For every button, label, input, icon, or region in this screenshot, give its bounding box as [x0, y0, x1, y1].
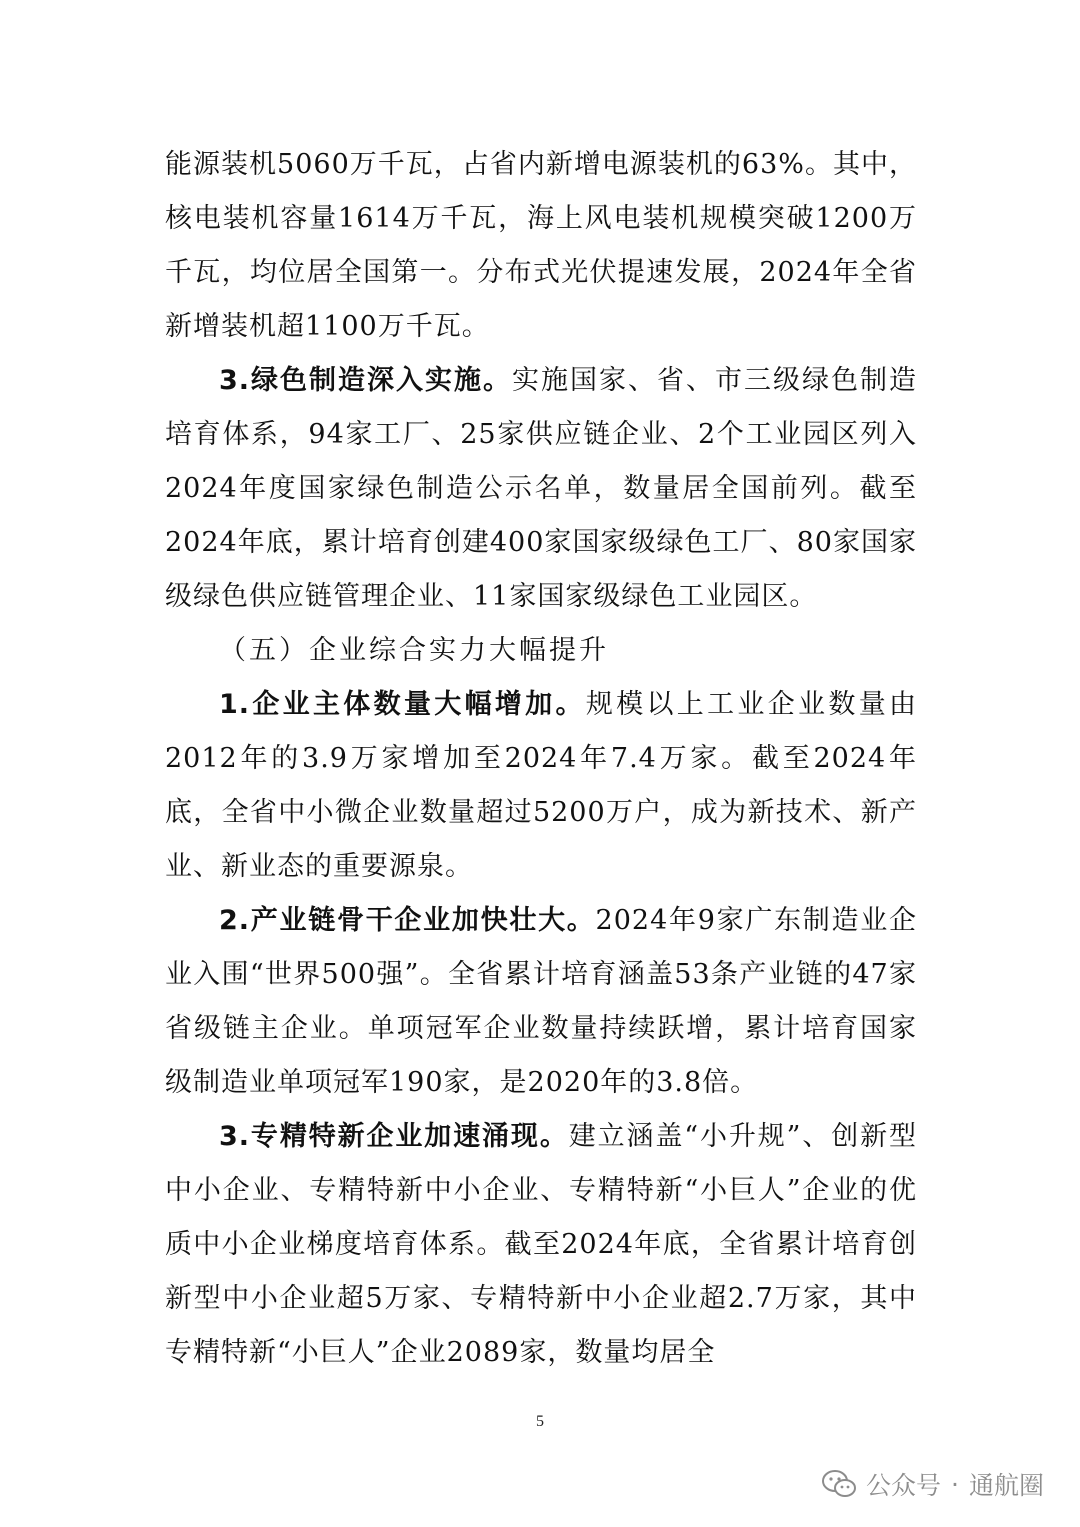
paragraph-text: 规模以上工业企业数量由2012年的3.9万家增加至2024年7.4万家。截至2024年底，全省中小微企业数量超过5200万户，成为新技术、新产业、新业态的重要源泉。 [165, 689, 918, 882]
watermark-platform: 公众号 [866, 1471, 942, 1500]
watermark-separator: · [951, 1469, 959, 1499]
paragraph-lead: 3.绿色制造深入实施。 [219, 365, 513, 396]
paragraph-lead: 1.企业主体数量大幅增加。 [219, 689, 586, 720]
paragraph-text: 建立涵盖“小升规”、创新型中小企业、专精特新中小企业、专精特新“小巨人”企业的优质中小企业梯度培育体系。截至2024年底，全省累计培育创新型中小企业超5万家、专精特新中小企业超2.7万家，其中专精特新“小巨人”企业2089家，数量均居全 [165, 1121, 917, 1368]
paragraph-green-manufacturing [165, 354, 917, 624]
document-page [165, 138, 917, 1380]
watermark [822, 1464, 1044, 1504]
paragraph-specialized-enterprises [165, 1110, 917, 1380]
paragraph-text: 能源装机5060万千瓦，占省内新增电源装机的63%。其中，核电装机容量1614万千瓦，海上风电装机规模突破1200万千瓦，均位居全国第一。分布式光伏提速发展，2024年全省新增装机超1100万千瓦。 [165, 149, 917, 342]
watermark-account: 通航圈 [968, 1471, 1044, 1500]
paragraph-continued [165, 138, 917, 354]
paragraph-lead: 3.专精特新企业加速涌现。 [219, 1121, 569, 1152]
section-heading: （五）企业综合实力大幅提升 [219, 635, 609, 666]
paragraph-lead: 2.产业链骨干企业加快壮大。 [219, 905, 596, 936]
paragraph-text: 2024年9家广东制造业企业入围“世界500强”。全省累计培育涵盖53条产业链的47家省级链主企业。单项冠军企业数量持续跃增，累计培育国家级制造业单项冠军190家，是2020年的3.8倍。 [165, 905, 917, 1098]
paragraph-chain-leaders [165, 894, 917, 1110]
page-number: 5 [536, 1413, 544, 1430]
wechat-icon [822, 1469, 856, 1499]
paragraph-text: 实施国家、省、市三级绿色制造培育体系，94家工厂、25家供应链企业、2个工业园区列入2024年度国家绿色制造公示名单，数量居全国前列。截至2024年底，累计培育创建400家国家级绿色工厂、80家国家级绿色供应链管理企业、11家国家级绿色工业园区。 [165, 365, 918, 612]
paragraph-enterprise-count [165, 678, 917, 894]
